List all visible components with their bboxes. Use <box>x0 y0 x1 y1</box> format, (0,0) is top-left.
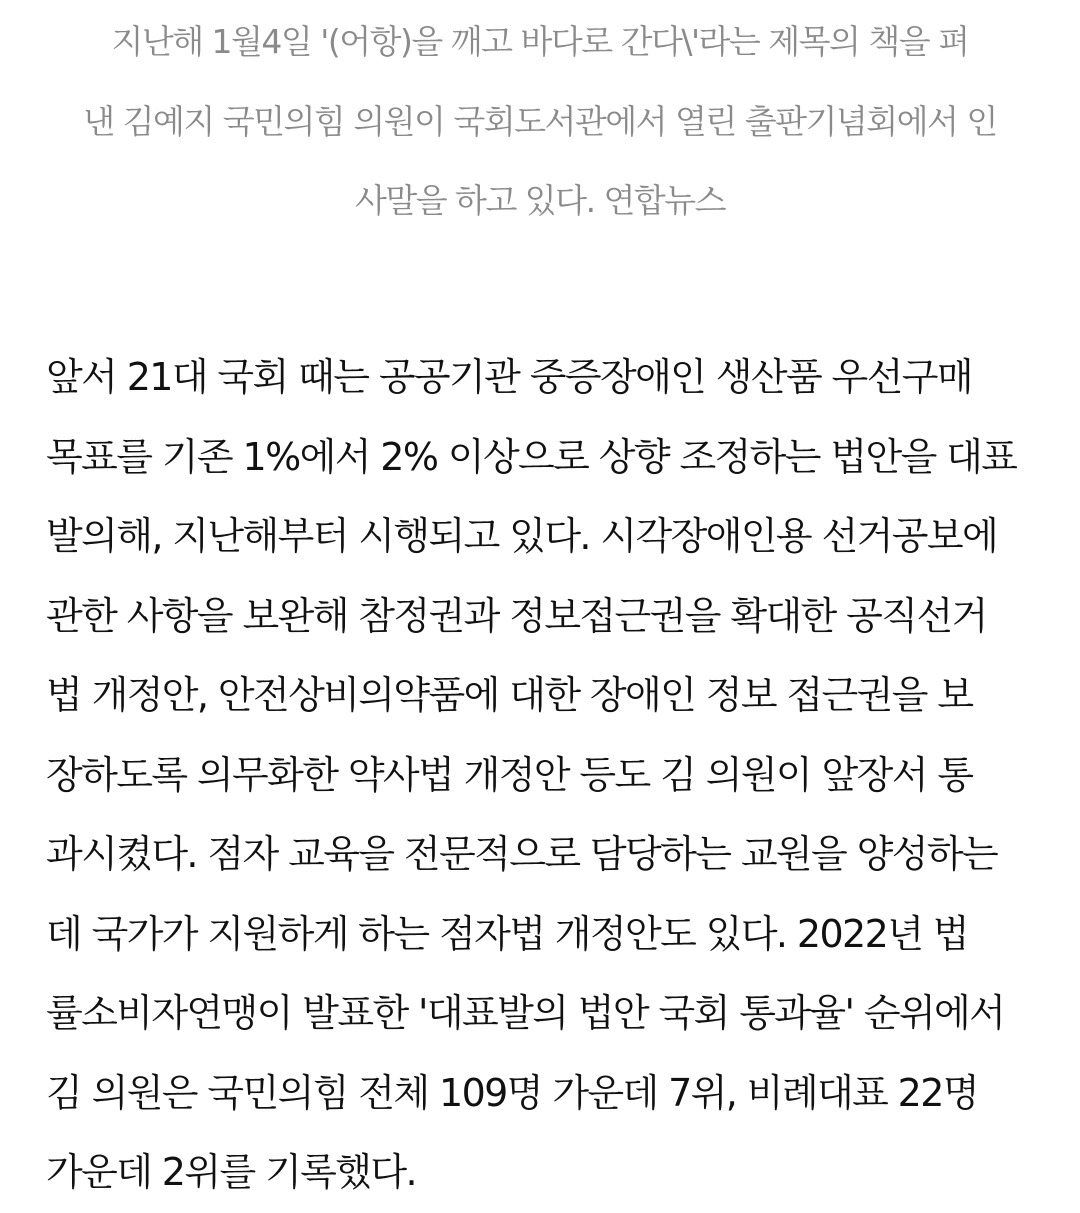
article-line: 김 의원은 국민의힘 전체 109명 가운데 7위, 비례대표 22명 <box>46 1070 978 1115</box>
article-line: 장하도록 의무화한 약사법 개정안 등도 김 의원이 앞장서 통 <box>46 752 973 797</box>
article-line: 목표를 기존 1%에서 2% 이상으로 상향 조정하는 법안을 대표 <box>46 434 1017 479</box>
article-line: 관한 사항을 보완해 참정권과 정보접근권을 확대한 공직선거 <box>46 593 987 638</box>
article-line: 률소비자연맹이 발표한 '대표발의 법안 국회 통과율' 순위에서 <box>46 991 1005 1035</box>
article-line: 발의해, 지난해부터 시행되고 있다. 시각장애인용 선거공보에 <box>46 514 998 558</box>
article-line: 과시켰다. 점자 교육을 전문적으로 담당하는 교원을 양성하는 <box>46 832 998 876</box>
article-line: 법 개정안, 안전상비의약품에 대한 장애인 정보 접근권을 보 <box>46 673 973 717</box>
article-line: 데 국가가 지원하게 하는 점자법 개정안도 있다. 2022년 법 <box>46 911 968 956</box>
caption-line: 낸 김예지 국민의힘 의원이 국회도서관에서 열린 출판기념회에서 인 <box>83 101 997 141</box>
article-line: 가운데 2위를 기록했다. <box>46 1150 416 1194</box>
photo-caption <box>60 8 1020 247</box>
article-line: 앞서 21대 국회 때는 공공기관 중증장애인 생산품 우선구매 <box>46 355 972 399</box>
caption-line: 사말을 하고 있다. 연합뉴스 <box>354 181 726 220</box>
article-paragraph <box>46 338 1036 1213</box>
caption-line: 지난해 1월4일 '(어항)을 깨고 바다로 간다\'라는 제목의 책을 펴 <box>111 22 969 61</box>
